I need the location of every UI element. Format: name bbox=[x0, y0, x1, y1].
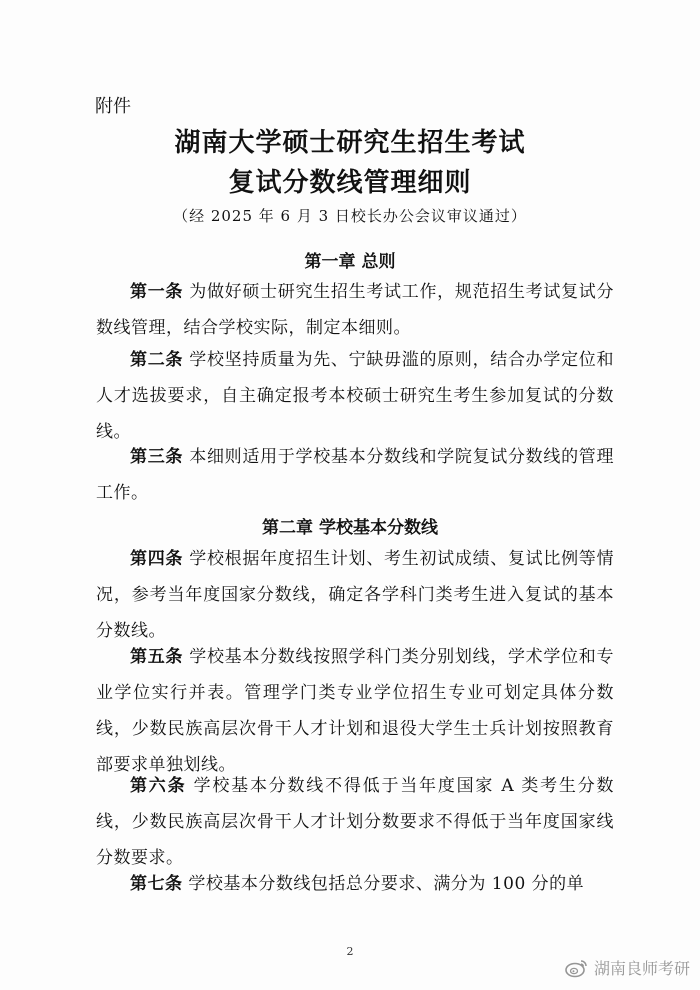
watermark bbox=[565, 956, 690, 979]
article-3 bbox=[96, 439, 614, 511]
article-1 bbox=[96, 274, 614, 346]
article-text: 本细则适用于学校基本分数线和学院复试分数线的管理工作。 bbox=[96, 447, 615, 503]
article-4 bbox=[96, 541, 614, 649]
chapter-heading-2: 第二章 学校基本分数线 bbox=[262, 518, 438, 538]
article-5 bbox=[96, 639, 614, 783]
article-text: 学校坚持质量为先、宁缺毋滥的原则，结合办学定位和人才选拔要求，自主确定报考本校硕士研究生考生参加复试的分数线。 bbox=[96, 350, 615, 442]
article-text: 为做好硕士研究生招生考试工作，规范招生考试复试分数线管理，结合学校实际，制定本细则。 bbox=[96, 282, 615, 338]
article-text: 学校基本分数线不得低于当年度国家 A 类考生分数线，少数民族高层次骨干人才计划分数要求不得低于当年度国家线分数要求。 bbox=[96, 776, 615, 868]
article-6 bbox=[96, 768, 614, 876]
article-label: 第一条 bbox=[130, 282, 184, 302]
watermark-text: 湖南良师考研 bbox=[593, 959, 690, 978]
page-number: 2 bbox=[346, 945, 354, 958]
article-label: 第六条 bbox=[130, 776, 187, 796]
article-label: 第三条 bbox=[130, 447, 184, 467]
article-text: 学校根据年度招生计划、考生初试成绩、复试比例等情况，参考当年度国家分数线，确定各学科门类考生进入复试的基本分数线。 bbox=[96, 549, 615, 641]
article-7 bbox=[96, 866, 614, 902]
article-2 bbox=[96, 342, 614, 450]
article-label: 第二条 bbox=[130, 350, 184, 370]
chapter-heading-1: 第一章 总则 bbox=[304, 252, 396, 272]
article-label: 第五条 bbox=[130, 647, 184, 667]
article-text: 学校基本分数线按照学科门类分别划线，学术学位和专业学位实行并表。管理学门类专业学位招生专业可划定具体分数线，少数民族高层次骨干人才计划和退役大学生士兵计划按照教育部要求单独划线。 bbox=[96, 647, 615, 775]
document-title-line2: 复试分数线管理细则 bbox=[228, 168, 472, 198]
document-subtitle: （经 2025 年 6 月 3 日校长办公会议审议通过） bbox=[173, 207, 527, 225]
article-label: 第四条 bbox=[130, 549, 184, 569]
document-title-line1: 湖南大学硕士研究生招生考试 bbox=[174, 128, 526, 158]
weibo-icon bbox=[565, 958, 589, 978]
attachment-label: 附件 bbox=[95, 96, 131, 117]
article-label: 第七条 bbox=[130, 874, 183, 894]
article-text: 学校基本分数线包括总分要求、满分为 100 分的单 bbox=[188, 874, 585, 894]
